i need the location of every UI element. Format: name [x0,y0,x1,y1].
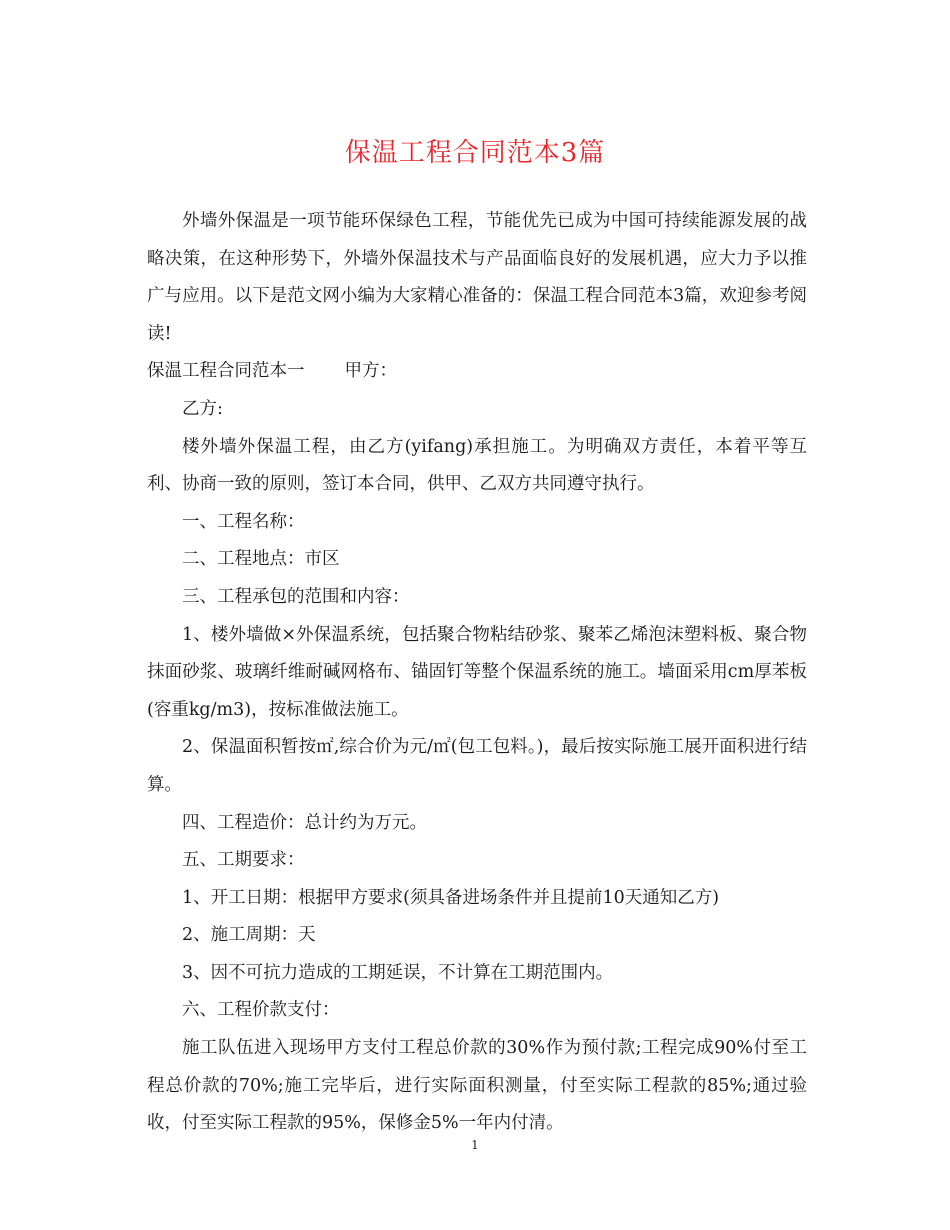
scope-item-2: 2、保温面积暂按㎡,综合价为元/㎡(包工包料。)，最后按实际施工展开面积进行结算。 [147,737,807,795]
schedule-item-1: 1、开工日期：根据甲方要求(须具备进场条件并且提前10天通知乙方) [182,887,720,908]
party-b-label: 乙方: [182,398,223,419]
document-body [147,203,807,1143]
schedule-item-3: 3、因不可抗力造成的工期延误，不计算在工期范围内。 [182,962,614,983]
section-payment-heading: 六、工程价款支付： [182,1000,340,1021]
page-number: 1 [471,1138,479,1152]
party-a-label: 甲方： [344,361,397,382]
scope-item-1: 1、楼外墙做×外保温系统，包括聚合物粘结砂浆、聚苯乙烯泡沫塑料板、聚合物抹面砂浆、玻璃纤维耐碱网格布、锚固钉等整个保温系统的施工。墙面采用cm厚苯板(容重kg/m3)，按标准做法施工。 [147,624,807,720]
document-title: 保温工程合同范本3篇 [344,138,606,168]
contract-intro-paragraph: 楼外墙外保温工程，由乙方(yifang)承担施工。为明确双方责任，本着平等互利、协商一致的原则，签订本合同，供甲、乙双方共同遵守执行。 [147,436,807,495]
schedule-item-2: 2、施工周期：天 [182,925,316,946]
section-project-location: 二、工程地点：市区 [182,549,340,570]
intro-paragraph: 外墙外保温是一项节能环保绿色工程，节能优先已成为中国可持续能源发展的战略决策，在这种形势下，外墙外保温技术与产品面临良好的发展机遇，应大力予以推广与应用。以下是范文网小编为大家精心准备的：保温工程合同范本3篇，欢迎参考阅读! [147,211,807,344]
section-schedule-heading: 五、工期要求： [182,850,305,871]
contract-heading: 保温工程合同范本一 [147,361,305,382]
section-project-cost: 四、工程造价：总计约为万元。 [182,812,427,833]
contract-heading-line [147,353,807,391]
section-scope-heading: 三、工程承包的范围和内容： [182,586,410,607]
payment-paragraph: 施工队伍进入现场甲方支付工程总价款的30%作为预付款;工程完成90%付至工程总价款的70%;施工完毕后，进行实际面积测量，付至实际工程款的85%;通过验收，付至实际工程款的95%，保修金5%一年内付清。 [147,1038,807,1134]
section-project-name: 一、工程名称： [182,511,305,532]
